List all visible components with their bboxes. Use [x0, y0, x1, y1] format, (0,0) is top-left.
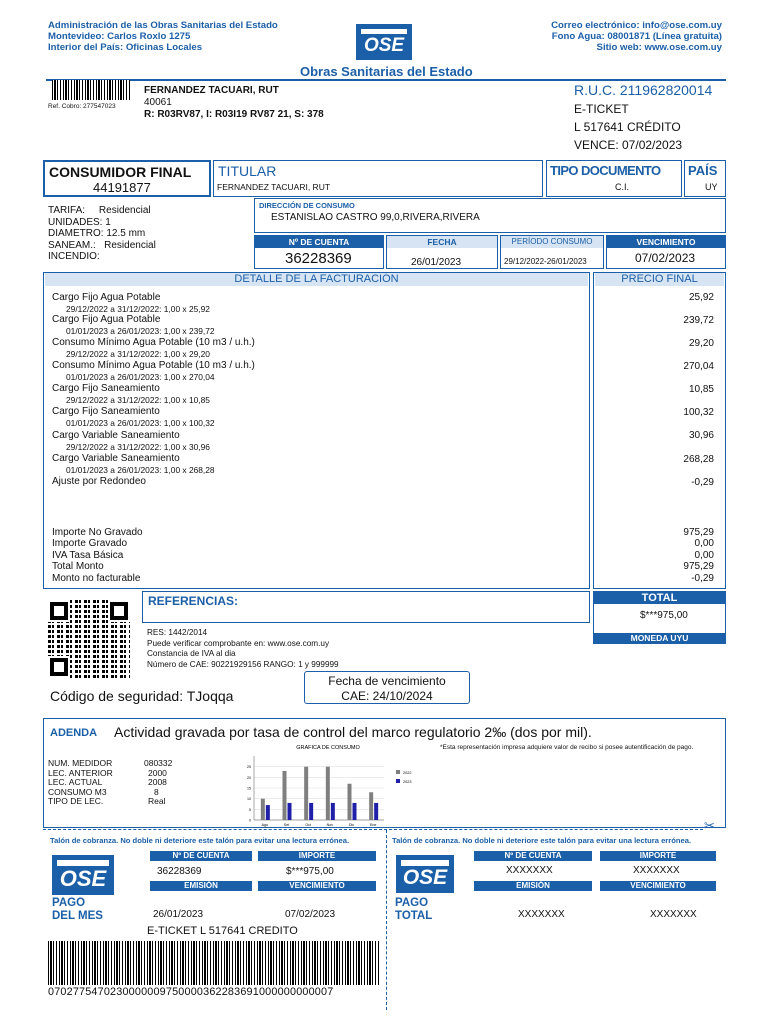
billing-item-name: Consumo Mínimo Agua Potable (10 m3 / u.h.): [52, 337, 255, 348]
chart-y-tick: 0: [249, 818, 251, 823]
stub-left-emission: 26/01/2023: [153, 909, 204, 920]
doc-type-box: TIPO DOCUMENTO C.I.: [546, 160, 682, 197]
billing-item-amount: 268,28: [683, 454, 714, 465]
billing-item-detail: 29/12/2022 a 31/12/2022: 1,00 x 25,92: [66, 304, 210, 314]
cut-line: [43, 829, 703, 830]
ticket-number: L 517641 CRÉDITO: [574, 120, 681, 134]
chart-x-tick: Ago: [261, 823, 269, 827]
scissors-icon: ✂: [704, 818, 715, 833]
stub-left-pay: PAGO DEL MES: [52, 897, 103, 922]
billing-item-amount: 10,85: [688, 384, 714, 395]
chart-bar-2023: [331, 803, 335, 820]
legend-label: 2022: [403, 771, 412, 775]
account-number: 36228369: [285, 250, 352, 267]
meter-info: NUM. MEDIDOR 080332 LEC. ANTERIOR 2000 LEC. ACTUAL 2008 CONSUMO M3 8 TIPO DE LEC. Real: [48, 758, 173, 807]
billing-item-name: Ajuste por Redondeo: [52, 476, 146, 487]
chart-bar-2022: [326, 767, 330, 820]
chart-x-tick: Oct: [305, 823, 311, 827]
billing-item-detail: 29/12/2022 a 31/12/2022: 1,00 x 29,20: [66, 349, 210, 359]
barcode-number: 0702775470230000009750000362283691000000000007: [48, 986, 334, 998]
ose-logo: OSE: [356, 24, 412, 60]
billing-item-amount: 270,04: [683, 361, 714, 372]
due-value: 07/02/2023: [635, 251, 696, 265]
org-name: Obras Sanitarias del Estado: [300, 64, 473, 79]
date-box: FECHA 26/01/2023: [386, 235, 498, 269]
doc-type-value: C.I.: [615, 182, 630, 192]
billing-item-name: Cargo Variable Saneamiento: [52, 453, 180, 464]
billing-item-detail: 01/01/2023 a 26/01/2023: 1,00 x 239,72: [66, 326, 215, 336]
period-box: PERÍODO CONSUMO 29/12/2022-26/01/2023: [500, 235, 604, 269]
qr-code: [48, 600, 130, 678]
chart-x-tick: Dic: [348, 823, 355, 827]
customer-route: R: R03RV87, I: R03I19 RV87 21, S: 378: [144, 109, 324, 120]
chart-y-tick: 25: [247, 765, 251, 770]
titular-box: TITULAR FERNANDEZ TACUARI, RUT: [213, 160, 543, 197]
billing-item-detail: 29/12/2022 a 31/12/2022: 1,00 x 30,96: [66, 442, 210, 452]
billing-item-amount: 25,92: [688, 292, 714, 303]
due-box: VENCIMIENTO 07/02/2023: [606, 235, 726, 269]
consumer-final-box: CONSUMIDOR FINAL 44191877: [43, 160, 211, 197]
date-value: 26/01/2023: [411, 257, 462, 268]
period-value: 29/12/2022-26/01/2023: [504, 257, 587, 266]
references-box: REFERENCIAS:: [142, 591, 590, 623]
chart-title: GRAFICA DE CONSUMO: [296, 745, 360, 751]
chart-x-tick: Ene: [369, 823, 377, 827]
stub-right-account: XXXXXXX: [506, 865, 553, 876]
chart-bar-2023: [353, 803, 357, 820]
chart-x-tick: Nov: [326, 823, 334, 827]
stub-left-account: 36228369: [157, 866, 202, 877]
country-box: PAÍS UY: [684, 160, 726, 197]
billing-item-detail: 01/01/2023 a 26/01/2023: 1,00 x 268,28: [66, 465, 215, 475]
stub-notice-left: Talón de cobranza. No doble ni deteriore este talón para evitar una lectura errónea.: [50, 836, 350, 845]
billing-item-name: Cargo Fijo Saneamiento: [52, 383, 160, 394]
billing-title: DETALLE DE LA FACTURACIÓN: [45, 273, 588, 286]
billing-item-detail: 29/12/2022 a 31/12/2022: 1,00 x 10,85: [66, 395, 210, 405]
billing-item-amount: 29,20: [688, 338, 714, 349]
chart-x-tick: Set: [283, 823, 290, 827]
billing-item-name: Cargo Fijo Saneamiento: [52, 406, 160, 417]
price-title: PRECIO FINAL: [595, 273, 724, 286]
billing-item-detail: 01/01/2023 a 26/01/2023: 1,00 x 100,32: [66, 418, 215, 428]
stub-notice-right: Talón de cobranza. No doble ni deteriore este talón para evitar una lectura errónea.: [392, 836, 692, 845]
billing-item-name: Cargo Variable Saneamiento: [52, 430, 180, 441]
ticket-type: E-TICKET: [574, 102, 629, 116]
chart-y-tick: 10: [247, 797, 251, 802]
country-value: UY: [705, 182, 718, 192]
total-box: TOTAL $***975,00 MONEDA UYU: [593, 591, 726, 644]
page-header: [0, 0, 768, 80]
security-code: Código de seguridad: TJoqqa: [50, 688, 234, 704]
chart-bar-2023: [288, 803, 292, 820]
header-rule: [46, 79, 726, 81]
chart-bar-2022: [283, 771, 287, 820]
address-value: ESTANISLAO CASTRO 99,0,RIVERA,RIVERA: [271, 212, 480, 223]
billing-item-amount: 100,32: [683, 407, 714, 418]
chart-bar-2022: [304, 767, 308, 820]
payment-barcode: [48, 941, 380, 985]
billing-item-detail: 01/01/2023 a 26/01/2023: 1,00 x 270,04: [66, 372, 215, 382]
billing-item-amount: 30,96: [688, 430, 714, 441]
legend-swatch: [396, 770, 400, 774]
chart-y-tick: 20: [247, 775, 251, 780]
header-left-info: Administración de las Obras Sanitarias del Estado Montevideo: Carlos Roxlo 1275 Interior del País: Oficinas Locales: [48, 20, 278, 53]
titular-name: FERNANDEZ TACUARI, RUT: [217, 182, 331, 192]
customer-code: 40061: [144, 97, 172, 108]
chart-bar-2023: [309, 803, 313, 820]
billing-item-amount: -0,29: [691, 477, 714, 488]
customer-name: FERNANDEZ TACUARI, RUT: [144, 85, 279, 96]
tariff-info: TARIFA: Residencial UNIDADES: 1 DIAMETRO: 12.5 mm SANEAM.: Residencial INCENDIO:: [48, 205, 156, 262]
header-right-info: Correo electrónico: info@ose.com.uy Fono Agua: 08001871 (Línea gratuita) Sitio web: www.ose.com.uy: [551, 20, 722, 53]
ose-logo: OSE: [396, 855, 454, 893]
stub-right-due: XXXXXXX: [650, 909, 697, 920]
chart-bar-2022: [348, 784, 352, 820]
legend-label: 2023: [403, 780, 412, 784]
chart-y-tick: 5: [249, 807, 251, 812]
chart-y-tick: 15: [247, 786, 251, 791]
billing-item-name: Cargo Fijo Agua Potable: [52, 314, 161, 325]
address-box: DIRECCIÓN DE CONSUMO ESTANISLAO CASTRO 99,0,RIVERA,RIVERA: [254, 198, 726, 233]
adenda-text: Actividad gravada por tasa de control del marco regulatorio 2‰ (dos por mil).: [114, 724, 592, 740]
stub-divider: [386, 830, 387, 1010]
stub-right-amount: XXXXXXX: [633, 865, 680, 876]
ruc: R.U.C. 211962820014: [574, 82, 713, 98]
ref-barcode: [52, 80, 130, 100]
legend-swatch: [396, 779, 400, 783]
stub-left-amount: $***975,00: [286, 866, 334, 877]
adenda-label: ADENDA: [50, 727, 98, 739]
billing-item-name: Consumo Mínimo Agua Potable (10 m3 / u.h.): [52, 360, 255, 371]
chart-bar-2023: [266, 805, 270, 820]
ref-cobro: Ref. Cobro: 277547023: [48, 103, 116, 110]
cae-due: CAE: 24/10/2024: [341, 689, 433, 703]
ticket-due: VENCE: 07/02/2023: [574, 138, 683, 152]
cae-due-box: Fecha de vencimiento CAE: 24/10/2024: [304, 671, 470, 704]
currency: MONEDA UYU: [594, 633, 725, 643]
references-lines: RES: 1442/2014 Puede verificar comprobante en: www.ose.com.uy Constancia de IVA al dia Número de CAE: 90221929156 RANGO: 1 y 999999: [147, 628, 339, 669]
stub-left-due: 07/02/2023: [285, 909, 336, 920]
consumer-final-id: 44191877: [93, 180, 151, 195]
chart-bar-2022: [261, 799, 265, 820]
stub-right-emission: XXXXXXX: [518, 909, 565, 920]
billing-item-name: Cargo Fijo Agua Potable: [52, 292, 161, 303]
chart-bar-2023: [374, 803, 378, 820]
stub-right-pay: PAGO TOTAL: [395, 897, 433, 922]
chart-bar-2022: [369, 792, 373, 820]
account-number-box: Nº DE CUENTA 36228369: [254, 235, 384, 269]
billing-item-amount: 239,72: [683, 315, 714, 326]
stub-ticket: E-TICKET L 517641 CREDITO: [147, 925, 298, 937]
total-value: $***975,00: [640, 610, 688, 621]
consumption-chart: [218, 740, 430, 830]
adenda-note: *Esta representación impresa adquiere valor de recibo si posee autentificación de pago.: [440, 744, 694, 751]
ose-logo: OSE: [52, 855, 114, 895]
